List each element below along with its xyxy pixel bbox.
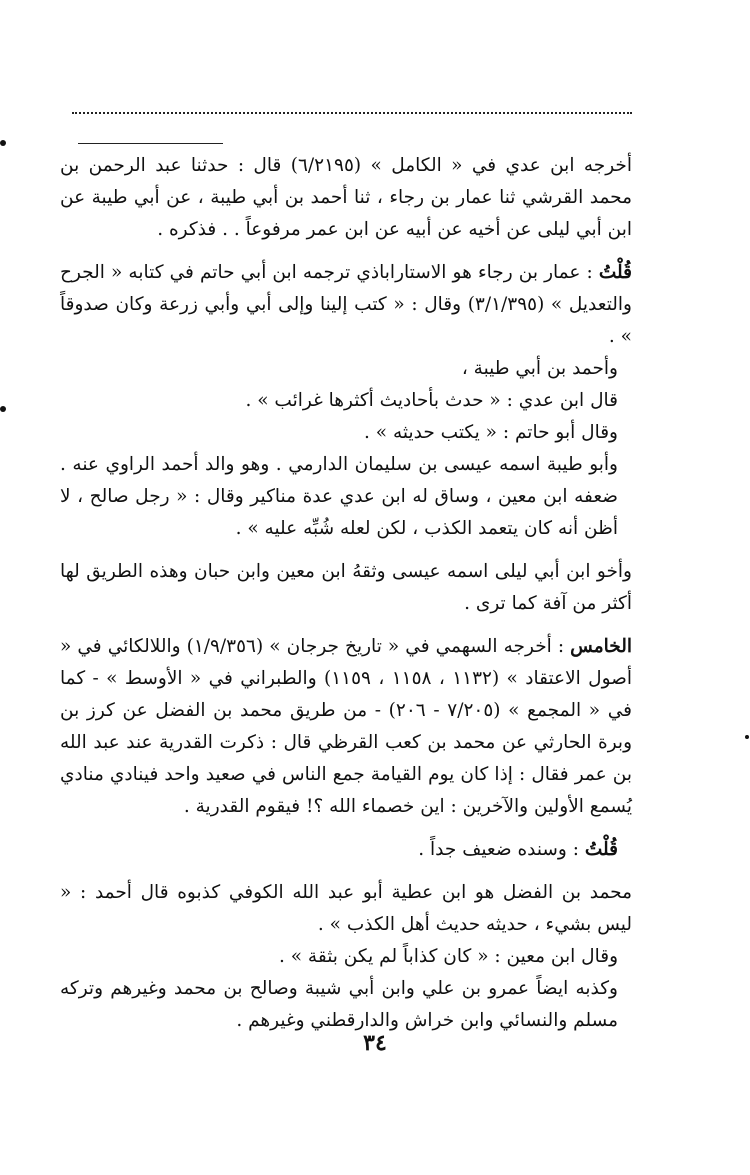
paragraph-muhammad-ibn-fadl: محمد بن الفضل هو ابن عطية أبو عبد الله الكوفي كذبوه قال أحمد : « ليس بشيء ، حديثه حديث أهل الكذب » .	[60, 882, 632, 935]
lead-word: قُلْتُ	[598, 262, 632, 283]
page-body	[60, 150, 632, 1037]
lead-word: قُلْتُ	[584, 839, 618, 860]
page-number: ٣٤	[363, 1030, 387, 1056]
lead-word: الخامس	[570, 636, 633, 657]
paragraph-akhu-ibn-abi-layla: وأخو ابن أبي ليلى اسمه عيسى وثقهُ ابن معين وابن حبان وهذه الطريق لها أكثر من آفة كما ترى .	[60, 561, 632, 614]
dotted-separator	[72, 112, 632, 114]
paragraph-ahmad: وأحمد بن أبي طيبة ،	[461, 358, 618, 379]
paragraph-abu-tayba: وأبو طيبة اسمه عيسى بن سليمان الدارمي . وهو والد أحمد الراوي عنه . ضعفه ابن معين ، وساق له ابن عدي عدة مناكير وقال : « رجل صالح ، لا أظن أنه كان يتعمد الكذب ، لكن لعله شُبِّه عليه » .	[60, 454, 618, 539]
footnote-rule	[78, 143, 223, 144]
paragraph-qultu-ammar: قُلْتُ : عمار بن رجاء هو الاستاراباذي ترجمه ابن أبي حاتم في كتابه « الجرح والتعديل » (٣/١/٣٩٥) وقال : « كتب إلينا وإلى أبي وأبي زرعة وكان صدوقاً » .	[60, 262, 632, 347]
paragraph-ibn-adi-takhrij: أخرجه ابن عدي في « الكامل » (٦/٢١٩٥) قال : حدثنا عبد الرحمن بن محمد القرشي ثنا عمار بن رجاء ، ثنا أحمد بن أبي طيبة ، عن أبي طيبة عن ابن أبي ليلى عن أخيه عن أبيه عن ابن عمر مرفوعاً . . فذكره .	[60, 155, 632, 240]
paragraph-qultu-sanad: قُلْتُ : وسنده ضعيف جداً .	[418, 839, 618, 860]
paragraph-ibn-adi-quote: قال ابن عدي : « حدث بأحاديث أكثرها غرائب » .	[245, 390, 618, 411]
paragraph-abu-hatim: وقال أبو حاتم : « يكتب حديثه » .	[364, 422, 618, 443]
paragraph-kadhdhabahu: وكذبه ايضاً عمرو بن علي وابن أبي شيبة وصالح بن محمد وغيرهم وتركه مسلم والنسائي وابن خراش والدارقطني وغيرهم .	[60, 978, 618, 1031]
paragraph-ibn-main: وقال ابن معين : « كان كذاباً لم يكن بثقة » .	[278, 946, 618, 967]
paragraph-al-khamis: الخامس : أخرجه السهمي في « تاريخ جرجان » (١/٩/٣٥٦) واللالكائي في « أصول الاعتقاد » (١١٣٢ ، ١١٥٨ ، ١١٥٩) والطبراني في « الأوسط » - كما في « المجمع » (٧/٢٠٥ - ٢٠٦) - من طريق محمد بن الفضل عن كرز بن وبرة الحارثي عن محمد بن كعب القرظي قال : ذكرت القدرية عند عبد الله بن عمر فقال : إذا كان يوم القيامة جمع الناس في صعيد واحد فينادي منادي يُسمع الأولين والآخرين : اين خصماء الله ؟! فيقوم القدرية .	[60, 636, 633, 817]
margin-mark	[745, 735, 749, 739]
margin-mark	[0, 140, 6, 146]
margin-mark	[0, 406, 6, 412]
